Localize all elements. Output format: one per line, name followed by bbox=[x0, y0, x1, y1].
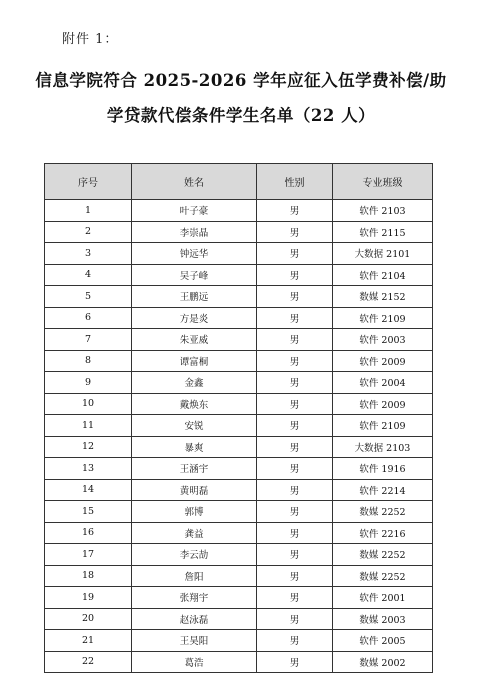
attachment-label: 附件 1： bbox=[62, 32, 119, 47]
table-row bbox=[45, 608, 433, 630]
table-row bbox=[45, 436, 433, 458]
cell-index: 18 bbox=[45, 565, 132, 587]
table-row bbox=[45, 286, 433, 308]
cell-class: 数媒 2152 bbox=[333, 286, 433, 308]
cell-index: 11 bbox=[45, 415, 132, 437]
cell-index: 13 bbox=[45, 458, 132, 480]
cell-index: 19 bbox=[45, 587, 132, 609]
cell-index: 8 bbox=[45, 350, 132, 372]
cell-index: 17 bbox=[45, 544, 132, 566]
cell-class: 软件 2001 bbox=[333, 587, 433, 609]
header-gender: 性别 bbox=[257, 164, 333, 200]
cell-name: 金鑫 bbox=[132, 372, 257, 394]
table-row bbox=[45, 565, 433, 587]
cell-class: 数媒 2252 bbox=[333, 565, 433, 587]
cell-name: 叶子豪 bbox=[132, 200, 257, 222]
header-name: 姓名 bbox=[132, 164, 257, 200]
cell-class: 软件 2104 bbox=[333, 264, 433, 286]
cell-gender: 男 bbox=[257, 522, 333, 544]
cell-name: 王鹏远 bbox=[132, 286, 257, 308]
table-row bbox=[45, 393, 433, 415]
cell-class: 软件 2004 bbox=[333, 372, 433, 394]
header-index: 序号 bbox=[45, 164, 132, 200]
cell-name: 戴焕东 bbox=[132, 393, 257, 415]
cell-gender: 男 bbox=[257, 651, 333, 673]
table-row bbox=[45, 544, 433, 566]
cell-name: 黄明磊 bbox=[132, 479, 257, 501]
cell-index: 15 bbox=[45, 501, 132, 523]
cell-gender: 男 bbox=[257, 630, 333, 652]
cell-name: 暴爽 bbox=[132, 436, 257, 458]
cell-gender: 男 bbox=[257, 458, 333, 480]
student-list-table bbox=[44, 163, 433, 673]
cell-gender: 男 bbox=[257, 372, 333, 394]
cell-name: 詹阳 bbox=[132, 565, 257, 587]
cell-class: 大数据 2103 bbox=[333, 436, 433, 458]
table-row bbox=[45, 264, 433, 286]
cell-gender: 男 bbox=[257, 200, 333, 222]
cell-name: 钟远华 bbox=[132, 243, 257, 265]
cell-gender: 男 bbox=[257, 415, 333, 437]
cell-class: 数媒 2252 bbox=[333, 501, 433, 523]
cell-name: 龚益 bbox=[132, 522, 257, 544]
cell-index: 12 bbox=[45, 436, 132, 458]
table-row bbox=[45, 501, 433, 523]
table-row bbox=[45, 458, 433, 480]
cell-index: 22 bbox=[45, 651, 132, 673]
cell-class: 软件 2109 bbox=[333, 307, 433, 329]
cell-name: 王昊阳 bbox=[132, 630, 257, 652]
cell-class: 数媒 2002 bbox=[333, 651, 433, 673]
cell-index: 21 bbox=[45, 630, 132, 652]
cell-gender: 男 bbox=[257, 329, 333, 351]
cell-class: 软件 2115 bbox=[333, 221, 433, 243]
table-row bbox=[45, 415, 433, 437]
cell-gender: 男 bbox=[257, 286, 333, 308]
document-title-line-2: 学贷款代偿条件学生名单（22 人） bbox=[106, 106, 376, 125]
cell-gender: 男 bbox=[257, 264, 333, 286]
cell-index: 5 bbox=[45, 286, 132, 308]
cell-index: 16 bbox=[45, 522, 132, 544]
cell-gender: 男 bbox=[257, 221, 333, 243]
document-title-line-1: 信息学院符合 2025-2026 学年应征入伍学费补偿/助 bbox=[35, 71, 447, 90]
cell-index: 7 bbox=[45, 329, 132, 351]
cell-gender: 男 bbox=[257, 544, 333, 566]
table-row bbox=[45, 307, 433, 329]
cell-gender: 男 bbox=[257, 565, 333, 587]
cell-index: 1 bbox=[45, 200, 132, 222]
table-row bbox=[45, 479, 433, 501]
cell-index: 14 bbox=[45, 479, 132, 501]
cell-gender: 男 bbox=[257, 307, 333, 329]
cell-name: 张翔宇 bbox=[132, 587, 257, 609]
cell-gender: 男 bbox=[257, 587, 333, 609]
cell-class: 软件 2109 bbox=[333, 415, 433, 437]
cell-index: 20 bbox=[45, 608, 132, 630]
cell-class: 软件 2005 bbox=[333, 630, 433, 652]
cell-index: 10 bbox=[45, 393, 132, 415]
cell-gender: 男 bbox=[257, 436, 333, 458]
cell-name: 李崇晶 bbox=[132, 221, 257, 243]
cell-index: 4 bbox=[45, 264, 132, 286]
cell-class: 数媒 2003 bbox=[333, 608, 433, 630]
cell-class: 软件 2009 bbox=[333, 393, 433, 415]
cell-name: 赵泳磊 bbox=[132, 608, 257, 630]
cell-index: 3 bbox=[45, 243, 132, 265]
cell-name: 安锐 bbox=[132, 415, 257, 437]
table-row bbox=[45, 243, 433, 265]
table-row bbox=[45, 221, 433, 243]
cell-class: 软件 2003 bbox=[333, 329, 433, 351]
cell-name: 郭博 bbox=[132, 501, 257, 523]
cell-name: 葛浩 bbox=[132, 651, 257, 673]
cell-index: 9 bbox=[45, 372, 132, 394]
cell-gender: 男 bbox=[257, 243, 333, 265]
cell-name: 吴子峰 bbox=[132, 264, 257, 286]
cell-index: 6 bbox=[45, 307, 132, 329]
cell-class: 软件 2009 bbox=[333, 350, 433, 372]
cell-class: 软件 1916 bbox=[333, 458, 433, 480]
cell-gender: 男 bbox=[257, 393, 333, 415]
table-row bbox=[45, 350, 433, 372]
table-header-row bbox=[45, 164, 433, 200]
cell-name: 李云劼 bbox=[132, 544, 257, 566]
cell-gender: 男 bbox=[257, 479, 333, 501]
table-row bbox=[45, 630, 433, 652]
cell-name: 谭富桐 bbox=[132, 350, 257, 372]
cell-name: 朱亚威 bbox=[132, 329, 257, 351]
cell-class: 软件 2214 bbox=[333, 479, 433, 501]
table-row bbox=[45, 651, 433, 673]
table-row bbox=[45, 200, 433, 222]
cell-class: 大数据 2101 bbox=[333, 243, 433, 265]
cell-gender: 男 bbox=[257, 501, 333, 523]
cell-name: 王涵宇 bbox=[132, 458, 257, 480]
cell-class: 数媒 2252 bbox=[333, 544, 433, 566]
header-class: 专业班级 bbox=[333, 164, 433, 200]
table-row bbox=[45, 372, 433, 394]
cell-gender: 男 bbox=[257, 608, 333, 630]
cell-class: 软件 2103 bbox=[333, 200, 433, 222]
table-body bbox=[45, 200, 433, 673]
cell-class: 软件 2216 bbox=[333, 522, 433, 544]
table-row bbox=[45, 522, 433, 544]
table-row bbox=[45, 329, 433, 351]
cell-index: 2 bbox=[45, 221, 132, 243]
cell-name: 方是炎 bbox=[132, 307, 257, 329]
cell-gender: 男 bbox=[257, 350, 333, 372]
table-row bbox=[45, 587, 433, 609]
